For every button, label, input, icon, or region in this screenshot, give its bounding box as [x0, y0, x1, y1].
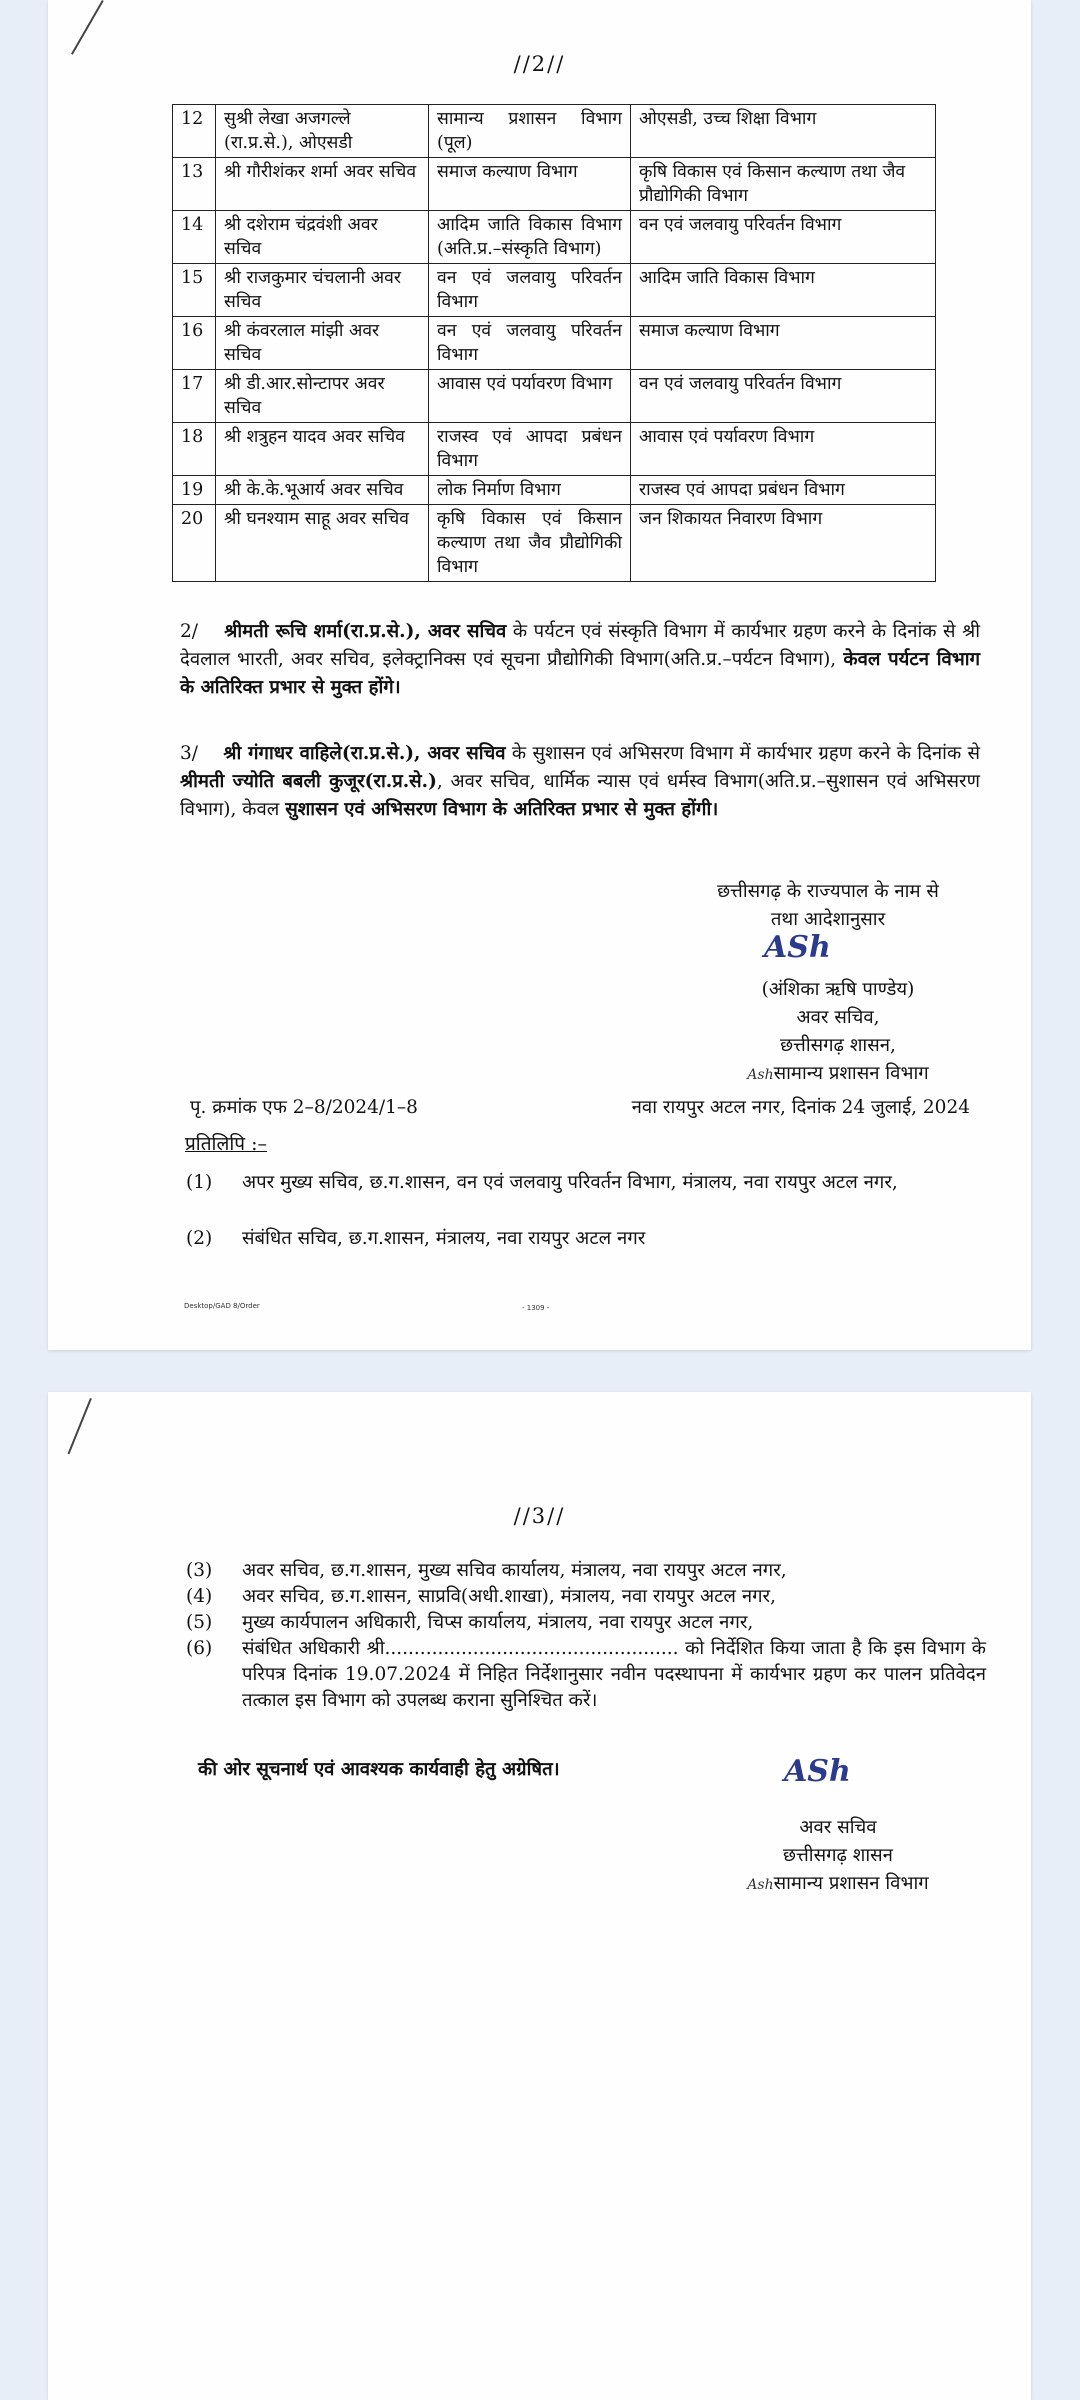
table-row — [173, 264, 936, 317]
paragraph-3 — [180, 740, 980, 824]
to-dept-cell: कृषि विकास एवं किसान कल्याण तथा जैव प्रौद्योगिकी विभाग — [631, 158, 936, 211]
copy-number: (2) — [186, 1228, 213, 1249]
officer-cell: श्री डी.आर.सोन्टापर अवर सचिव — [216, 370, 429, 423]
signer-dept: सामान्य प्रशासन विभाग — [773, 1063, 929, 1084]
table-row — [173, 317, 936, 370]
copy-text: अवर सचिव, छ.ग.शासन, साप्रवि(अधी.शाखा), मंत्रालय, नवा रायपुर अटल नगर, — [242, 1586, 776, 1607]
copy-text: मुख्य कार्यपालन अधिकारी, चिप्स कार्यालय, मंत्रालय, नवा रायपुर अटल नगर, — [242, 1612, 754, 1633]
table-row — [173, 370, 936, 423]
signature: ASh — [764, 930, 831, 965]
pen-mark — [71, 0, 104, 55]
officer-cell: श्री के.के.भूआर्य अवर सचिव — [216, 476, 429, 505]
officer-cell: श्री शत्रुहन यादव अवर सचिव — [216, 423, 429, 476]
signer-govt: छत्तीसगढ़ शासन — [783, 1845, 893, 1866]
from-dept-cell: आवास एवं पर्यावरण विभाग — [429, 370, 631, 423]
to-dept-cell: आदिम जाति विकास विभाग — [631, 264, 936, 317]
para-number: 2/ — [180, 621, 199, 642]
table-row — [173, 158, 936, 211]
copy-number: (6) — [186, 1638, 213, 1659]
order-line: तथा आदेशानुसार — [770, 909, 886, 930]
pen-mark — [68, 1398, 92, 1454]
para-text-bold: सुशासन एवं अभिसरण विभाग के अतिरिक्त प्रभार से मुक्त होंगी। — [285, 799, 719, 820]
page-number: //3// — [513, 1504, 566, 1528]
to-dept-cell: वन एवं जलवायु परिवर्तन विभाग — [631, 211, 936, 264]
from-dept-cell: सामान्य प्रशासन विभाग (पूल) — [429, 105, 631, 158]
reference-line — [190, 1094, 970, 1119]
page-number: //2// — [513, 52, 566, 76]
para-text: के पर्यटन एवं संस्कृति विभाग में कार्यभार ग्रहण करने के दिनांक से श्री देवलाल भारती, अवर सचिव, इलेक्ट्रानिक्स एवं सूचना प्रौद्योगिकी विभाग(अति.प्र.–पर्यटन विभाग), — [180, 621, 980, 670]
initials: Ash — [747, 1067, 774, 1083]
serial-number: 17 — [173, 370, 216, 423]
to-dept-cell: जन शिकायत निवारण विभाग — [631, 505, 936, 582]
to-dept-cell: वन एवं जलवायु परिवर्तन विभाग — [631, 370, 936, 423]
copy-text: संबंधित अधिकारी श्री.................................................. को निर्देशित किया जाता है कि इस विभाग के परिपत्र दिनांक 19.07.2024 में निहित निर्देशानुसार नवीन पदस्थापना में कार्यभार ग्रहण कर पालन प्रतिवेदन तत्काल इस विभाग को उपलब्ध कराना सुनिश्चित करें। — [242, 1638, 986, 1711]
para-text-bold: केवल पर्यटन विभाग के अतिरिक्त प्रभार से मुक्त होंगे। — [180, 649, 980, 698]
place-date: नवा रायपुर अटल नगर, दिनांक 24 जुलाई, 2024 — [631, 1097, 970, 1118]
signature: ASh — [784, 1754, 851, 1789]
document-page-2 — [48, 0, 1031, 1350]
signer-dept: सामान्य प्रशासन विभाग — [773, 1873, 929, 1894]
to-dept-cell: आवास एवं पर्यावरण विभाग — [631, 423, 936, 476]
officer-cell: श्री गौरीशंकर शर्मा अवर सचिव — [216, 158, 429, 211]
copy-number: (4) — [186, 1586, 213, 1607]
transfer-table — [172, 104, 936, 582]
signer-post: अवर सचिव, — [796, 1007, 880, 1028]
officer-cell: श्री कंवरलाल मांझी अवर सचिव — [216, 317, 429, 370]
footer-path: Desktop/GAD 8/Order — [184, 1302, 260, 1310]
from-dept-cell: कृषि विकास एवं किसान कल्याण तथा जैव प्रौद्योगिकी विभाग — [429, 505, 631, 582]
paragraph-2 — [180, 618, 980, 702]
footer-page: - 1309 - — [522, 1304, 550, 1312]
copy-number: (1) — [186, 1172, 213, 1193]
table-row — [173, 505, 936, 582]
officer-name: श्रीमती रूचि शर्मा(रा.प्र.से.), अवर सचिव — [224, 621, 507, 642]
to-dept-cell: ओएसडी, उच्च शिक्षा विभाग — [631, 105, 936, 158]
signer-name: (अंशिका ऋषि पाण्डेय) — [761, 979, 915, 1000]
table-row — [173, 476, 936, 505]
document-page-3 — [48, 1392, 1031, 2400]
para-text: , अवर सचिव, धार्मिक न्यास एवं धर्मस्व विभाग(अति.प्र.–सुशासन एवं अभिसरण विभाग), केवल — [180, 771, 980, 820]
copy-number: (5) — [186, 1612, 213, 1633]
signer-post: अवर सचिव — [799, 1817, 877, 1838]
signer-block — [688, 976, 988, 1089]
table-row — [173, 423, 936, 476]
serial-number: 16 — [173, 317, 216, 370]
officer-name: श्री गंगाधर वाहिले(रा.प्र.से.), अवर सचिव — [223, 743, 506, 764]
copy-text: संबंधित सचिव, छ.ग.शासन, मंत्रालय, नवा रायपुर अटल नगर — [242, 1228, 646, 1249]
from-dept-cell: राजस्व एवं आपदा प्रबंधन विभाग — [429, 423, 631, 476]
reference-number: पृ. क्रमांक एफ 2–8/2024/1–8 — [190, 1097, 418, 1118]
from-dept-cell: आदिम जाति विकास विभाग (अति.प्र.–संस्कृति विभाग) — [429, 211, 631, 264]
closing-line: की ओर सूचनार्थ एवं आवश्यक कार्यवाही हेतु अग्रेषित। — [198, 1759, 560, 1780]
officer-cell: सुश्री लेखा अजगल्ले (रा.प्र.से.), ओएसडी — [216, 105, 429, 158]
table-row — [173, 105, 936, 158]
serial-number: 20 — [173, 505, 216, 582]
copy-text: अवर सचिव, छ.ग.शासन, मुख्य सचिव कार्यालय, मंत्रालय, नवा रायपुर अटल नगर, — [242, 1560, 787, 1581]
order-authority — [648, 878, 1008, 934]
serial-number: 15 — [173, 264, 216, 317]
from-dept-cell: लोक निर्माण विभाग — [429, 476, 631, 505]
serial-number: 18 — [173, 423, 216, 476]
to-dept-cell: राजस्व एवं आपदा प्रबंधन विभाग — [631, 476, 936, 505]
officer-cell: श्री राजकुमार चंचलानी अवर सचिव — [216, 264, 429, 317]
to-dept-cell: समाज कल्याण विभाग — [631, 317, 936, 370]
para-text: के सुशासन एवं अभिसरण विभाग में कार्यभार ग्रहण करने के दिनांक से — [505, 743, 981, 764]
from-dept-cell: वन एवं जलवायु परिवर्तन विभाग — [429, 264, 631, 317]
serial-number: 13 — [173, 158, 216, 211]
order-line: छत्तीसगढ़ के राज्यपाल के नाम से — [717, 881, 939, 902]
from-dept-cell: समाज कल्याण विभाग — [429, 158, 631, 211]
serial-number: 14 — [173, 211, 216, 264]
signer-block — [678, 1814, 998, 1899]
initials: Ash — [747, 1877, 774, 1893]
officer-cell: श्री घनश्याम साहू अवर सचिव — [216, 505, 429, 582]
from-dept-cell: वन एवं जलवायु परिवर्तन विभाग — [429, 317, 631, 370]
copy-number: (3) — [186, 1560, 213, 1581]
para-number: 3/ — [180, 743, 199, 764]
officer-cell: श्री दशेराम चंद्रवंशी अवर सचिव — [216, 211, 429, 264]
serial-number: 12 — [173, 105, 216, 158]
copy-heading: प्रतिलिपि :– — [185, 1133, 268, 1155]
serial-number: 19 — [173, 476, 216, 505]
table-row — [173, 211, 936, 264]
copy-text: अपर मुख्य सचिव, छ.ग.शासन, वन एवं जलवायु परिवर्तन विभाग, मंत्रालय, नवा रायपुर अटल नगर, — [242, 1172, 898, 1193]
officer-name: श्रीमती ज्योति बबली कुजूर(रा.प्र.से.) — [180, 771, 437, 792]
signer-govt: छत्तीसगढ़ शासन, — [780, 1035, 896, 1056]
